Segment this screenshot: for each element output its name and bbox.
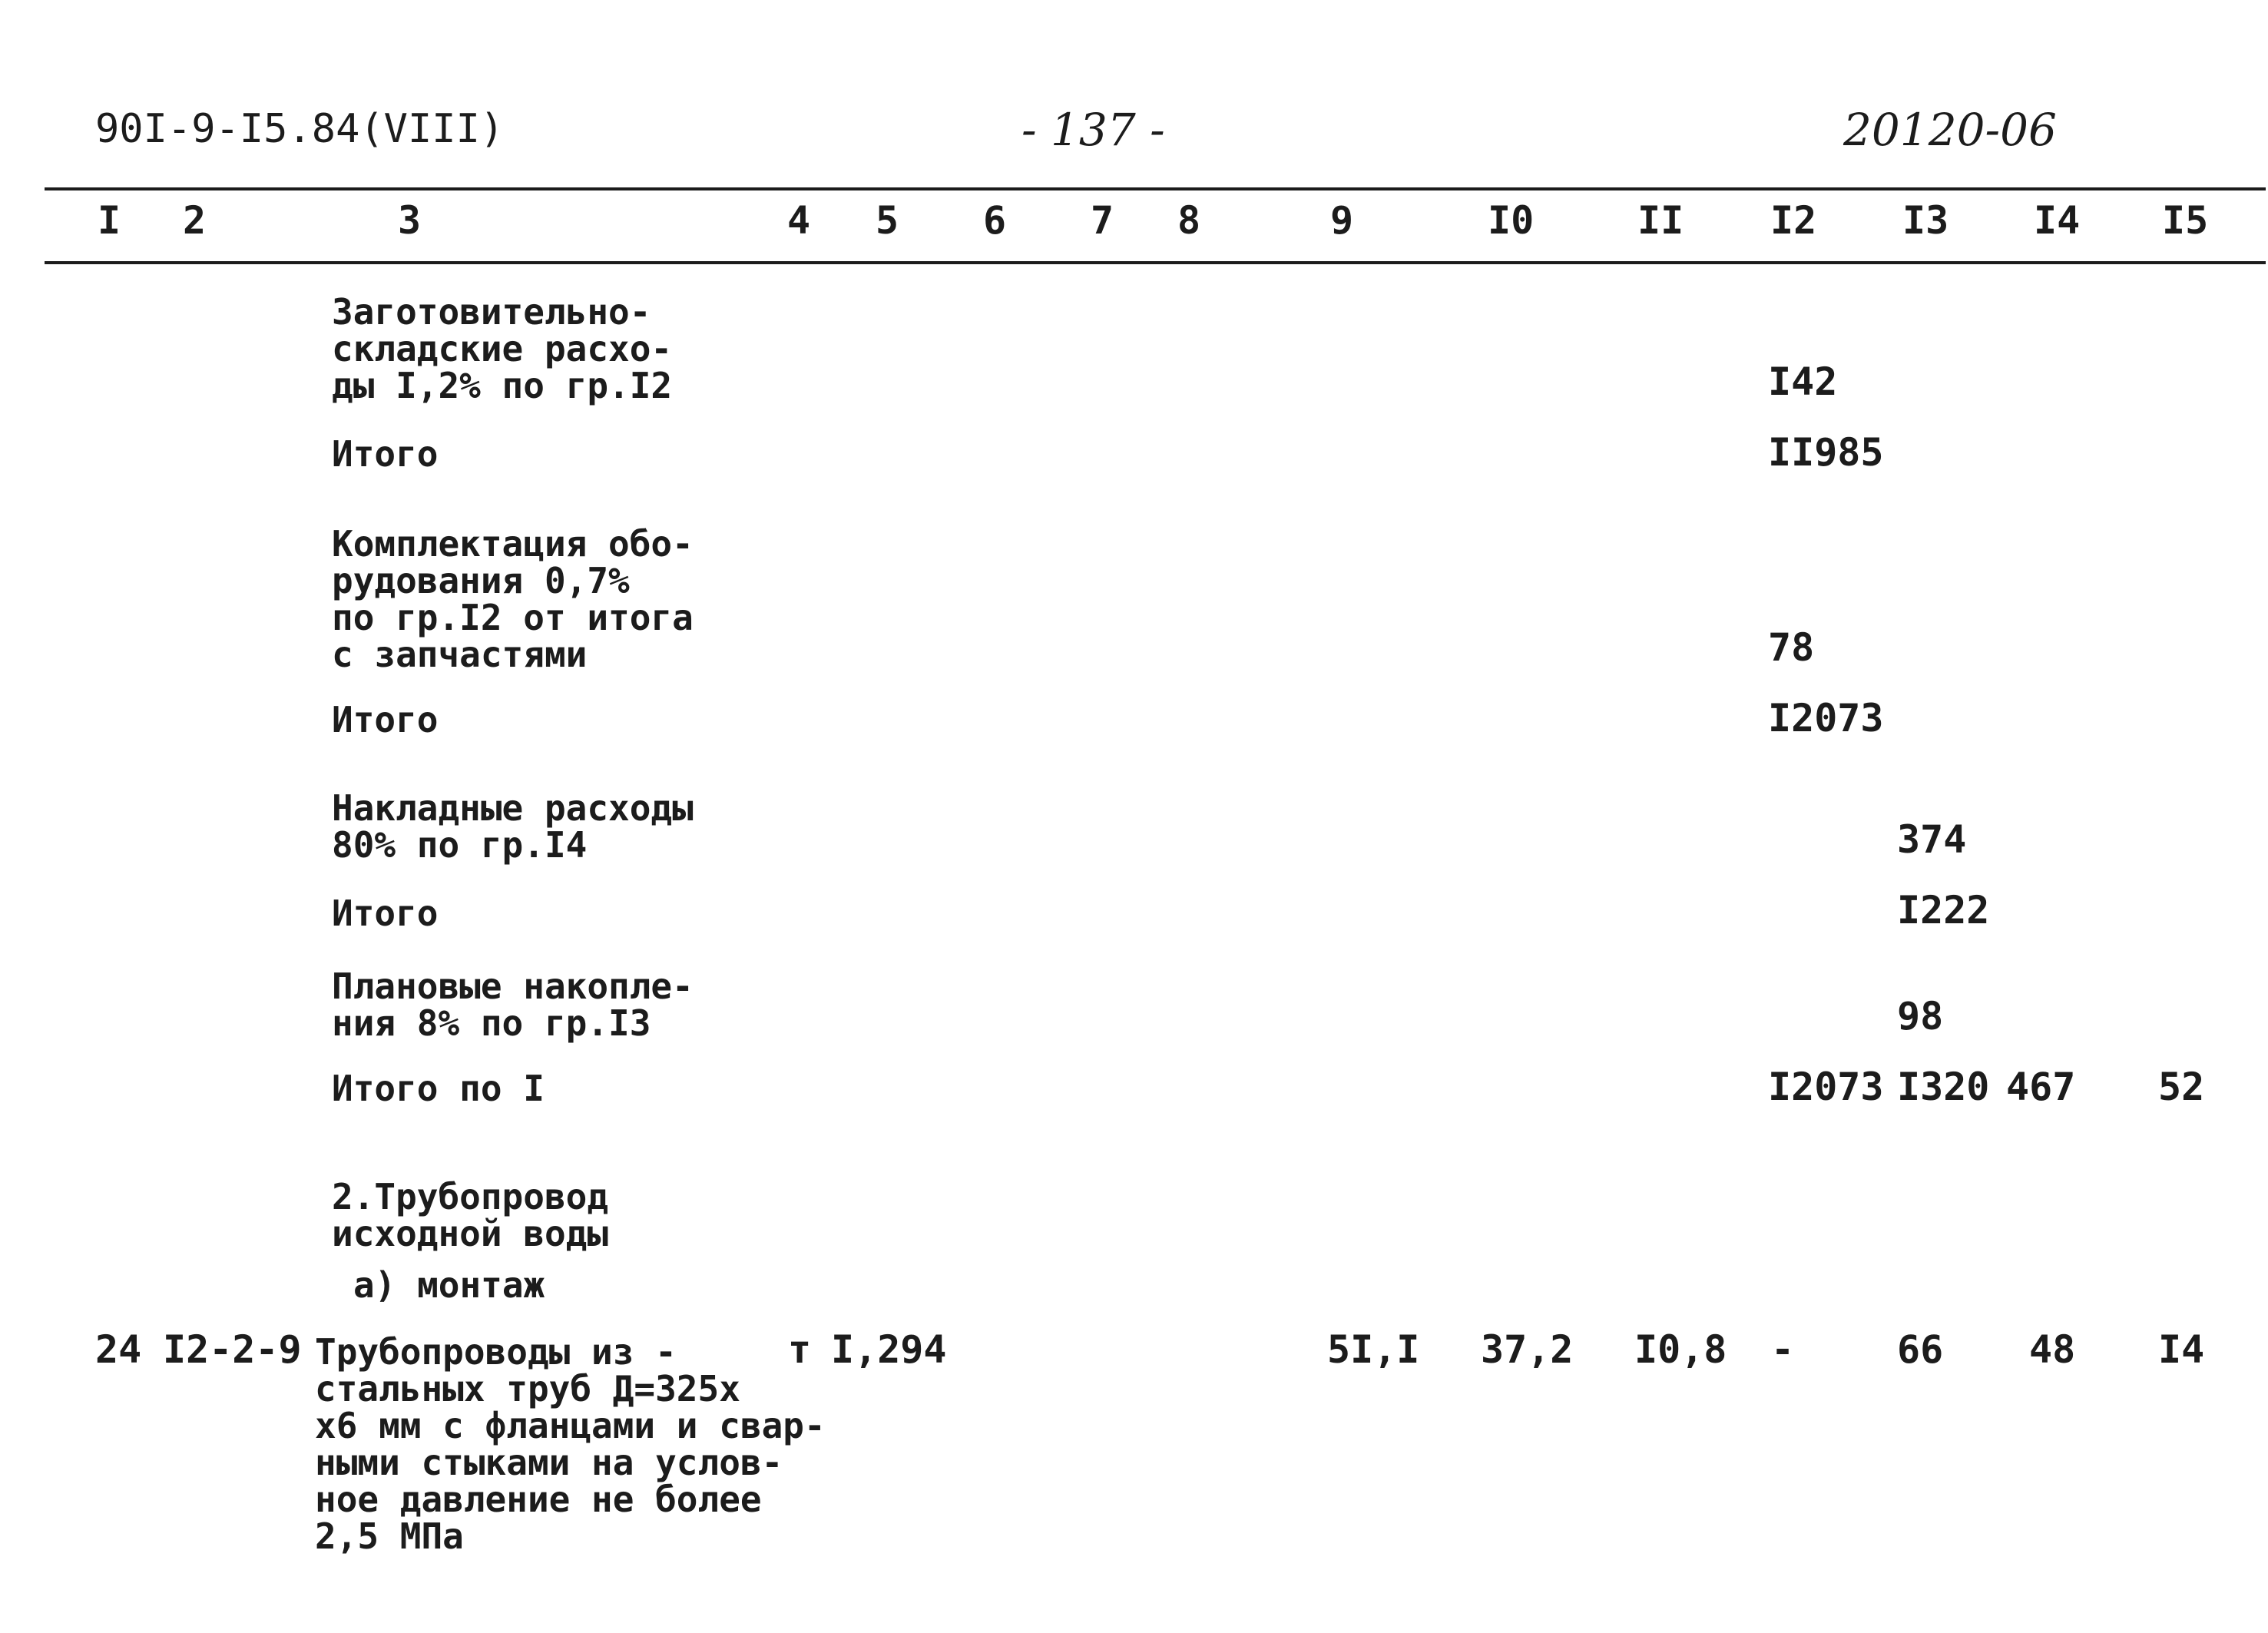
cell-col-12: - [1771, 1327, 1795, 1372]
cell-col-13: I320 [1897, 1065, 1990, 1109]
column-header-12: I2 [1770, 198, 1817, 243]
column-header-4: 4 [787, 198, 811, 243]
cell-col-13: 374 [1897, 817, 1967, 862]
column-header-5: 5 [876, 198, 899, 243]
cell-quantity: I,294 [831, 1327, 947, 1372]
column-header-6: 6 [983, 198, 1007, 243]
column-header-2: 2 [183, 198, 207, 243]
cell-col-13: 66 [1897, 1327, 1944, 1372]
row-description: Плановые накопле- ния 8% по гр.I3 [332, 966, 694, 1044]
row-description: Трубопроводы из - стальных труб Д=325х х6 мм с фланцами и свар- ными стыками на услов- ное давление не более 2,5 МПа [315, 1331, 826, 1557]
column-header-8: 8 [1177, 198, 1201, 243]
page-number: - 137 - [1021, 104, 1165, 156]
cell-col-12: I2073 [1768, 696, 1884, 740]
column-header-13: I3 [1902, 198, 1949, 243]
column-header-9: 9 [1330, 198, 1354, 243]
row-description: Итого [332, 699, 439, 740]
section-subtitle: а) монтаж [353, 1264, 545, 1306]
cell-col-12: I2073 [1768, 1065, 1884, 1109]
document-code: 90I-9-I5.84(VIII) [95, 106, 505, 152]
column-header-15: I5 [2162, 198, 2209, 243]
archive-number: 20120-06 [1843, 104, 2057, 156]
cell-col-13: 98 [1897, 994, 1944, 1038]
column-header-11: II [1637, 198, 1684, 243]
cell-col-11: I0,8 [1634, 1327, 1727, 1372]
row-description: Накладные расходы 80% по гр.I4 [332, 787, 694, 866]
cell-col-9: 5I,I [1327, 1327, 1420, 1372]
section-title: 2.Трубопровод исходной воды [332, 1176, 609, 1254]
cell-col-12: II985 [1768, 430, 1884, 475]
cell-unit: т [788, 1327, 812, 1372]
cell-col-12: I42 [1768, 359, 1838, 404]
cell-col-14: 467 [2006, 1065, 2076, 1109]
row-description: Комплектация обо- рудования 0,7% по гр.I2 от итога с запчастями [332, 523, 694, 675]
cell-col-12: 78 [1768, 625, 1815, 670]
column-header-14: I4 [2034, 198, 2081, 243]
column-header-7: 7 [1091, 198, 1114, 243]
row-description: Итого [332, 433, 439, 475]
cell-col-10: 37,2 [1481, 1327, 1574, 1372]
column-header-3: 3 [398, 198, 422, 243]
row-description: Заготовительно- складские расхо- ды I,2% по гр.I2 [332, 291, 673, 406]
column-header-1: I [98, 198, 121, 243]
cell-col-15: I4 [2158, 1327, 2205, 1372]
row-description: Итого по I [332, 1068, 545, 1109]
cell-col-15: 52 [2158, 1065, 2205, 1109]
cell-item-number: 24 [95, 1327, 142, 1372]
column-header-10: I0 [1488, 198, 1535, 243]
cell-rate-code: I2-2-9 [163, 1327, 302, 1372]
table-top-rule [45, 187, 2266, 190]
cell-col-14: 48 [2029, 1327, 2076, 1372]
cell-col-13: I222 [1897, 888, 1990, 932]
table-header-rule [45, 261, 2266, 264]
row-description: Итого [332, 893, 439, 934]
